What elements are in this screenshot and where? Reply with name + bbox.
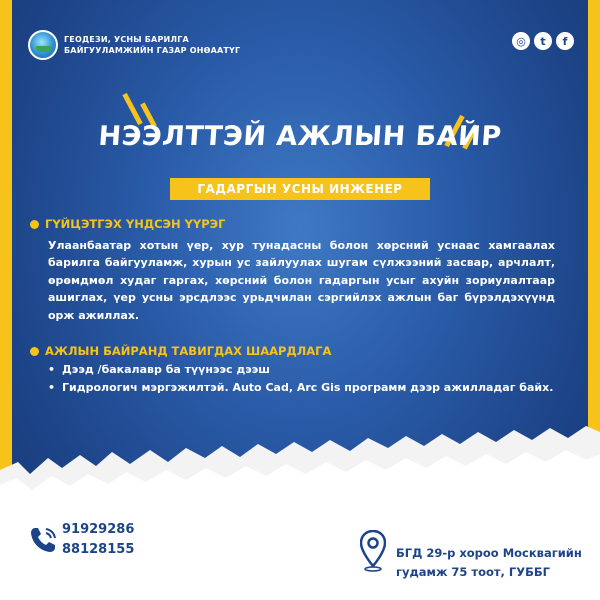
organization-name-line1: ГЕОДЕЗИ, УСНЫ БАРИЛГА bbox=[64, 35, 189, 44]
twitter-icon[interactable]: t bbox=[534, 32, 552, 50]
facebook-icon[interactable]: f bbox=[556, 32, 574, 50]
address-block bbox=[360, 520, 582, 582]
phone-icon bbox=[28, 525, 58, 555]
contact-phones bbox=[28, 520, 134, 560]
page-title: НЭЭЛТТЭЙ АЖЛЫН БАЙР bbox=[97, 121, 503, 152]
location-pin-icon bbox=[360, 530, 386, 572]
requirement-item: • Гидрологич мэргэжилтэй. Auto Cad, Arc Gis программ дээр ажилладаг байх. bbox=[48, 381, 554, 394]
position-title: ГАДАРГЫН УСНЫ ИНЖЕНЕР bbox=[170, 178, 430, 200]
requirement-item-text: Гидрологич мэргэжилтэй. Auto Cad, Arc Gis программ дээр ажилладаг байх. bbox=[62, 381, 554, 394]
instagram-icon[interactable]: ◎ bbox=[512, 32, 530, 50]
requirement-item-text: Дээд /бакалавр ба түүнээс дээш bbox=[62, 363, 270, 376]
phone-number[interactable]: 91929286 bbox=[62, 522, 135, 537]
address-line1: БГД 29-р хороо Москвагийн bbox=[396, 546, 582, 560]
address-line2: гудамж 75 тоот, ГУББГ bbox=[396, 565, 550, 579]
requirements-heading-text: АЖЛЫН БАЙРАНД ТАВИГДАХ ШААРДЛАГА bbox=[45, 344, 332, 358]
phone-number[interactable]: 88128155 bbox=[62, 542, 135, 557]
duties-text: Улаанбаатар хотын үер, хур тунадасны болон хөрсний уснаас хамгаалах барилга байгууламж, хурын ус зайлуулах шугам сүлжээний засвар, арчлалт, өрөмдмөл худаг гаргах, хөрсний болон гадаргын усыг ахуйн зориулалтаар ашиглах, үер усны эрсдлээс урьдчилан сэргийлэх ажлын баг бүрэлдэхүүнд орж ажиллах. bbox=[48, 239, 555, 322]
organization-name-line2: БАЙГУУЛАМЖИЙН ГАЗАР ОНӨААТҮГ bbox=[64, 46, 241, 55]
duties-heading-text: ГҮЙЦЭТГЭХ ҮНДСЭН ҮҮРЭГ bbox=[45, 217, 226, 231]
requirement-item: • Дээд /бакалавр ба түүнээс дээш bbox=[48, 363, 270, 376]
